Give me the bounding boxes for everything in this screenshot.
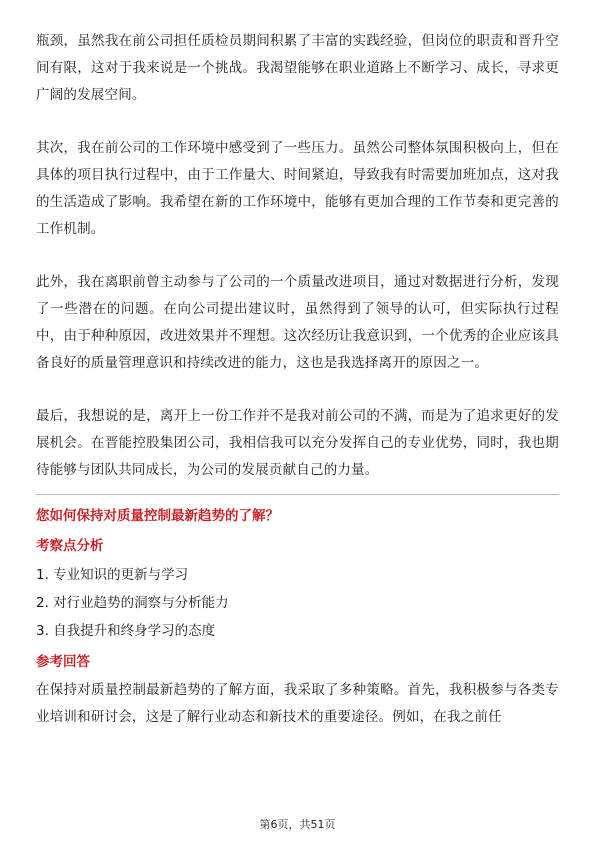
list-item: 1. 专业知识的更新与学习 [36, 567, 189, 583]
analysis-heading: 考察点分析 [36, 538, 104, 554]
reference-answer-text: 在保持对质量控制最新趋势的了解方面，我采取了多种策略。首先，我积极参与各类专业培训和研讨会，这是了解行业动态和新技术的重要途径。例如，在我之前任 [36, 682, 559, 725]
paragraph-quality-project: 此外，我在离职前曾主动参与了公司的一个质量改进项目，通过对数据进行分析，发现了一些潜在的问题。在向公司提出建议时，虽然得到了领导的认可，但实际执行过程中，由于种种原因，改进效果并不理想。这次经历让我意识到，一个优秀的企业应该具备良好的质量管理意识和持续改进的能力，这也是我选择离开的原因之一。 [36, 274, 559, 371]
list-item: 2. 对行业趋势的洞察与分析能力 [36, 595, 229, 611]
paragraph-work-pressure: 其次，我在前公司的工作环境中感受到了一些压力。虽然公司整体氛围积极向上，但在具体的项目执行过程中，由于工作量大、时间紧迫，导致我有时需要加班加点，这对我的生活造成了影响。我希望在新的工作环境中，能够有更加合理的工作节奏和更完善的工作机制。 [36, 140, 559, 237]
reference-answer-heading: 参考回答 [36, 654, 90, 670]
paragraph-conclusion: 最后，我想说的是，离开上一份工作并不是我对前公司的不满，而是为了追求更好的发展机会。在晋能控股集团公司，我相信我可以充分发挥自己的专业优势，同时，我也期待能够与团队共同成长，为公司的发展贡献自己的力量。 [36, 408, 559, 478]
document-page [36, 28, 559, 731]
list-item: 3. 自我提升和终身学习的态度 [36, 623, 216, 639]
section-divider [36, 494, 559, 495]
paragraph-career-growth: 瓶颈，虽然我在前公司担任质检员期间积累了丰富的实践经验，但岗位的职责和晋升空间有限，这对于我来说是一个挑战。我渴望能够在职业道路上不断学习、成长，寻求更广阔的发展空间。 [36, 33, 559, 103]
analysis-list [36, 561, 559, 645]
page-number: 第6页，共51页 [259, 818, 336, 831]
interview-question: 您如何保持对质量控制最新趋势的了解？ [36, 508, 279, 524]
